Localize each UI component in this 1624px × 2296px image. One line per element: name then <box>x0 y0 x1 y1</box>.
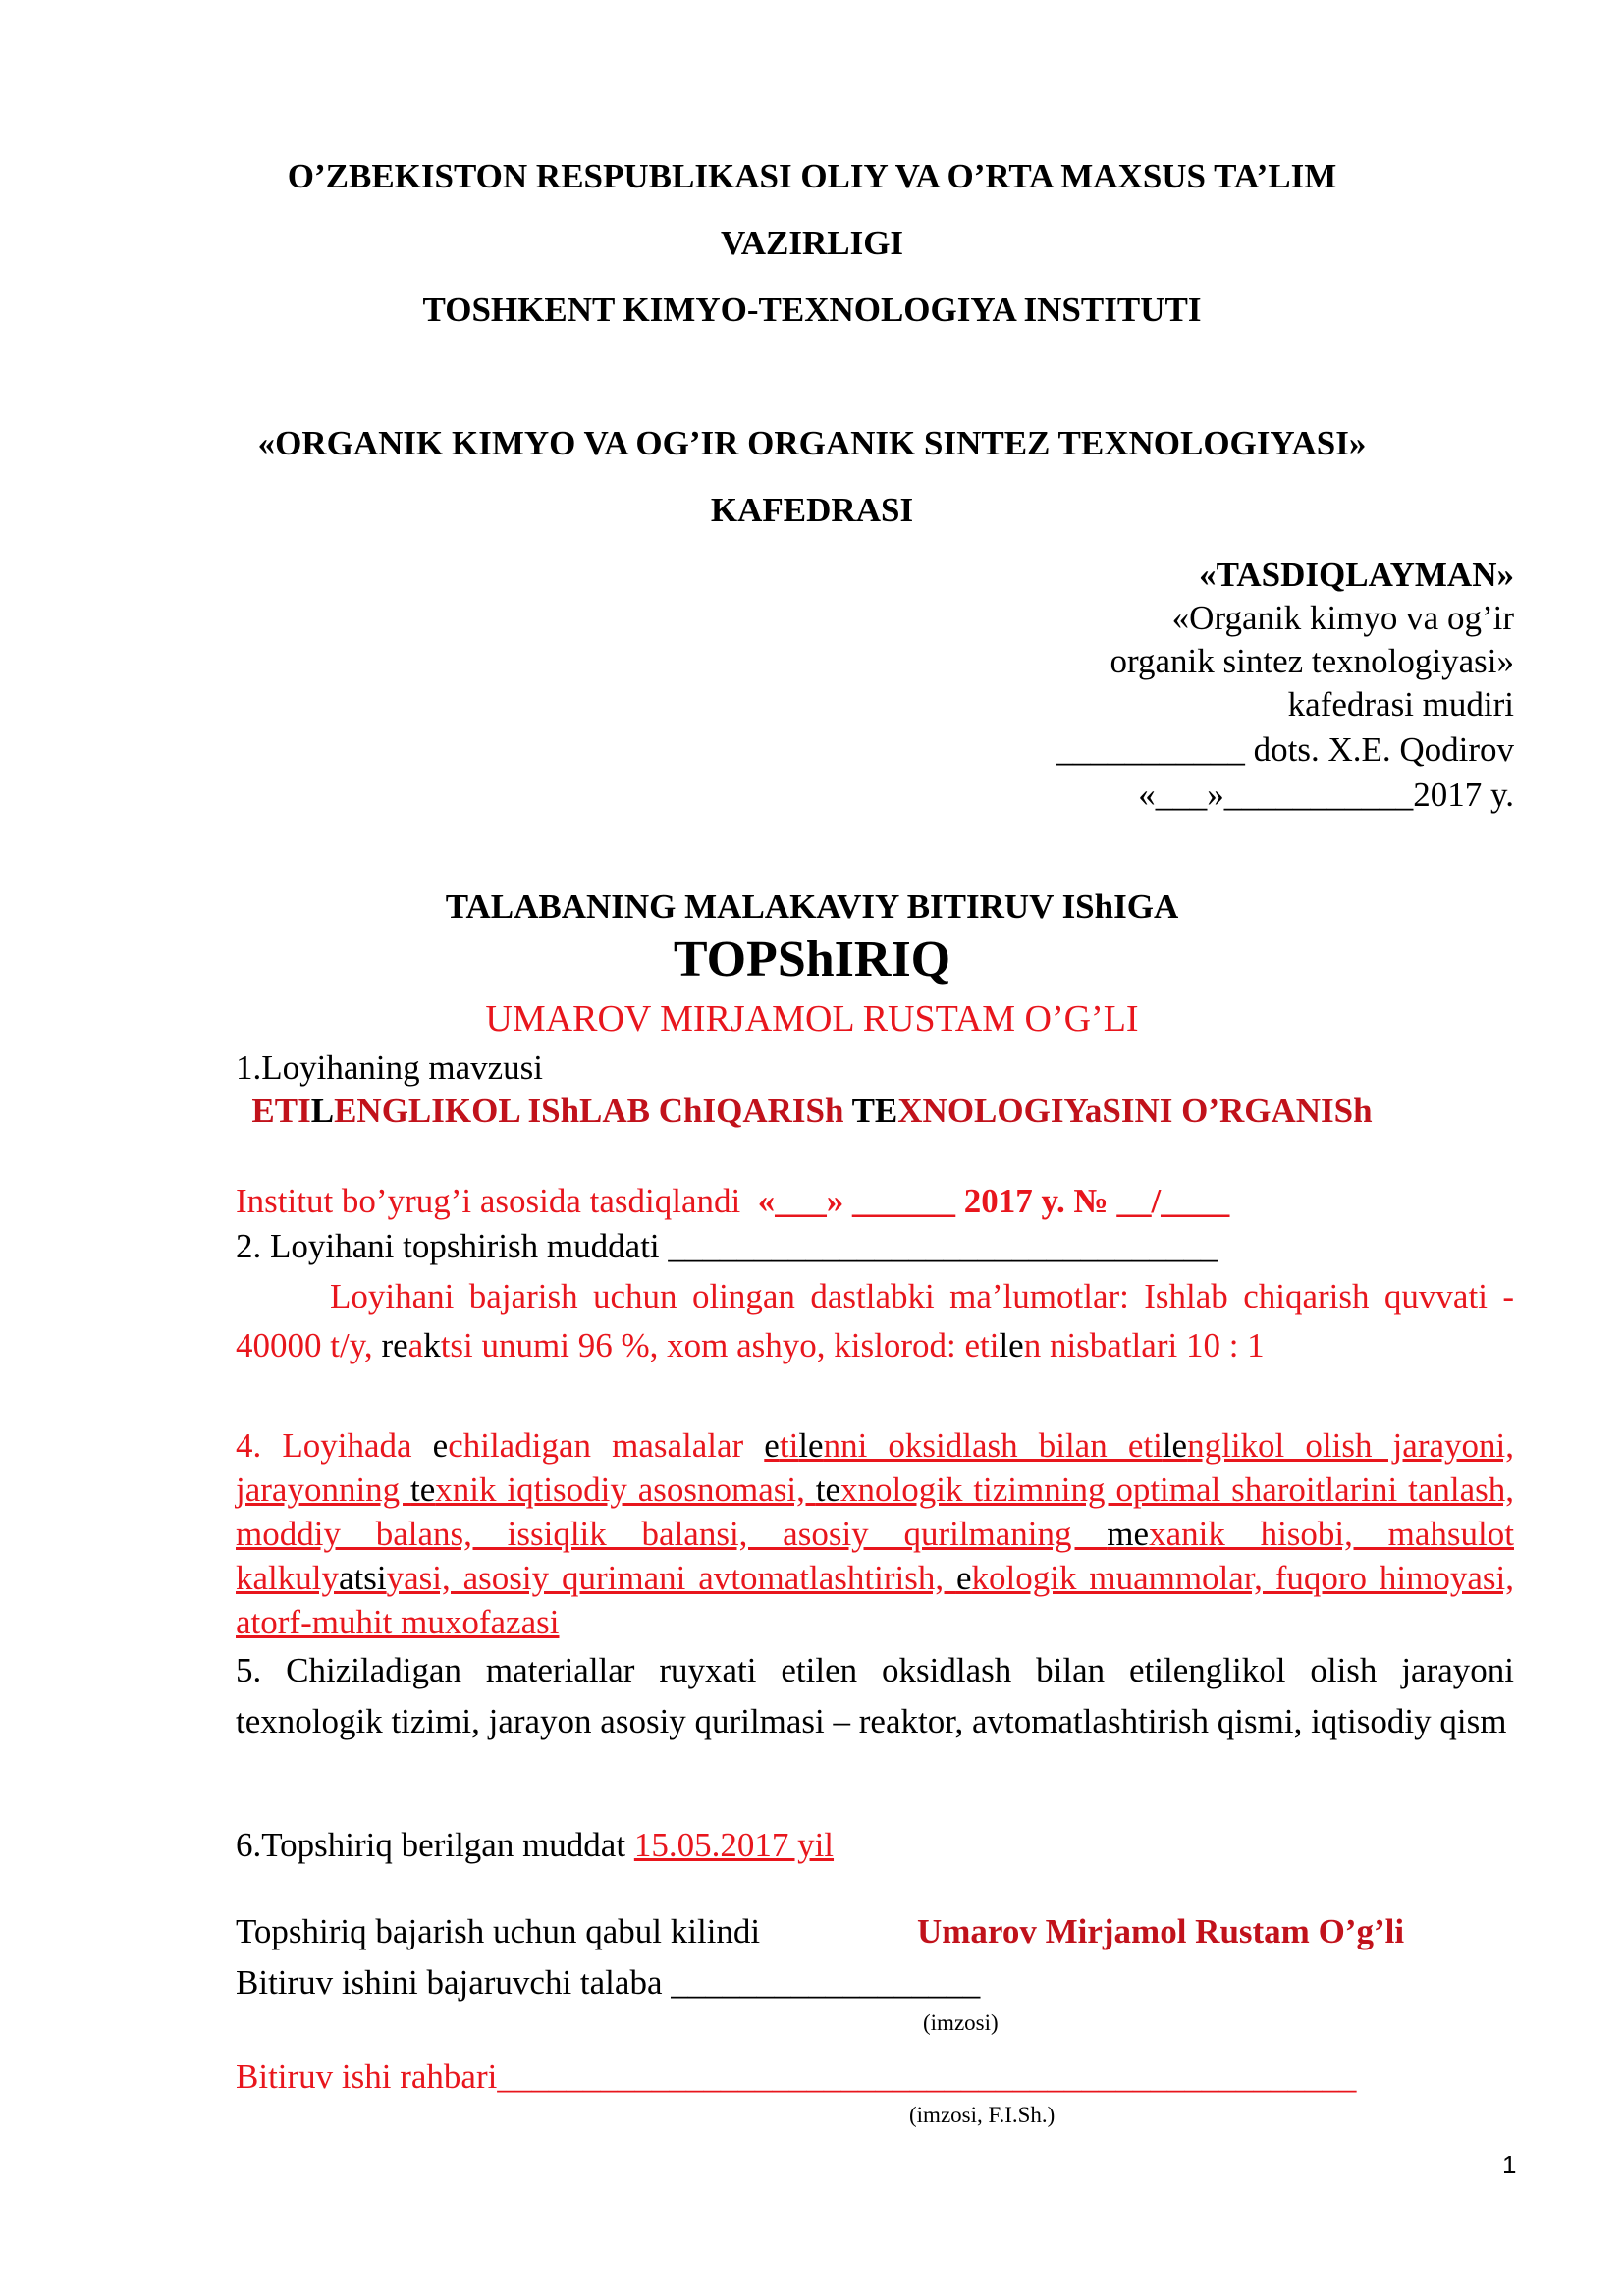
page-number: 1 <box>1502 2150 1517 2179</box>
approval-line-3: kafedrasi mudiri <box>1287 685 1514 723</box>
accepted-label: Topshiriq bajarish uchun qabul kilindi <box>236 1912 761 1950</box>
given-date-line: 6.Topshiriq berilgan muddat 15.05.2017 yil <box>236 1826 835 1864</box>
signature-caption: (imzosi) <box>923 2010 999 2035</box>
department-line-1: «ORGANIK KIMYO VA OG’IR ORGANIK SINTEZ TEXNOLOGIYASI» <box>257 424 1367 462</box>
approval-signature-line: ___________ dots. X.E. Qodirov <box>1056 730 1514 769</box>
accepted-student-name: Umarov Mirjamol Rustam O’g’li <box>917 1912 1405 1950</box>
topic-title: ETILENGLIKOL IShLAB ChIQARISh TEXNOLOGIYaSINI O’RGANISh <box>251 1092 1373 1130</box>
approval-line-2: organik sintez texnologiyasi» <box>1110 642 1514 680</box>
assignment-title: TOPShIRIQ <box>673 932 951 988</box>
order-line <box>236 1182 1514 1221</box>
tasks-paragraph: 4. Loyihada echiladigan masalalar etilenni oksidlash bilan etilenglikol olish jarayoni, jarayonning texnik iqtisodiy asosnomasi, texnologik tizimning optimal sharoitlarini tanlash, moddiy balans, issiqlik balansi, asosiy qurilmaning mexanik hisobi, mahsulot kalkulyatsiyasi, asosiy qurimani avtomatlashtirish, ekologik muammolar, fuqoro himoyasi, atorf-muhit muxofazasi <box>236 1426 1514 1641</box>
approval-title: «TASDIQLAYMAN» <box>1199 556 1514 594</box>
supervisor-label: Bitiruv ishi rahbari <box>236 2057 498 2096</box>
approval-date-line: «___»___________2017 y. <box>1138 775 1514 814</box>
order-date: «___» ______ 2017 y. № __/____ <box>757 1182 1230 1220</box>
supervisor-line: Bitiruv ishi rahbari__________________________________________________ <box>236 2057 1357 2096</box>
order-prefix: Institut bo’yrug’i asosida tasdiqlandi <box>236 1182 741 1220</box>
student-name-heading: UMAROV MIRJAMOL RUSTAM O’G’LI <box>485 998 1139 1040</box>
materials-paragraph: 5. Chiziladigan materiallar ruyxati etilen oksidlash bilan etilenglikol olish jarayoni texnologik tizimi, jarayon asosiy qurilmasi – reaktor, avtomatlashtirish qismi, iqtisodiy qism <box>236 1651 1514 1740</box>
initial-data-paragraph: Loyihani bajarish uchun olingan dastlabki ma’lumotlar: Ishlab chiqarish quvvati - 40000 t/y, reaktsi unumi 96 %, xom ashyo, kislorod: etilen nisbatlari 10 : 1 <box>236 1277 1514 1364</box>
ministry-line-2: VAZIRLIGI <box>720 224 904 262</box>
institute-name: TOSHKENT KIMYO-TEXNOLOGIYA INSTITUTI <box>422 291 1202 329</box>
topic-label: 1.Loyihaning mavzusi <box>236 1048 544 1087</box>
assignment-subtitle: TALABANING MALAKAVIY BITIRUV IShIGA <box>445 887 1179 926</box>
department-line-2: KAFEDRASI <box>710 491 914 529</box>
ministry-line-1: O’ZBEKISTON RESPUBLIKASI OLIY VA O’RTA MAXSUS TA’LIM <box>287 157 1337 195</box>
deadline-line: 2. Loyihani topshirish muddati ________________________________ <box>236 1227 1218 1265</box>
given-date-value: 15.05.2017 yil <box>633 1826 835 1864</box>
performer-signature-line: Bitiruv ishini bajaruvchi talaba __________________ <box>236 1963 981 2002</box>
supervisor-caption: (imzosi, F.I.Sh.) <box>909 2103 1056 2127</box>
approval-line-1: «Organik kimyo va og’ir <box>1171 599 1514 637</box>
